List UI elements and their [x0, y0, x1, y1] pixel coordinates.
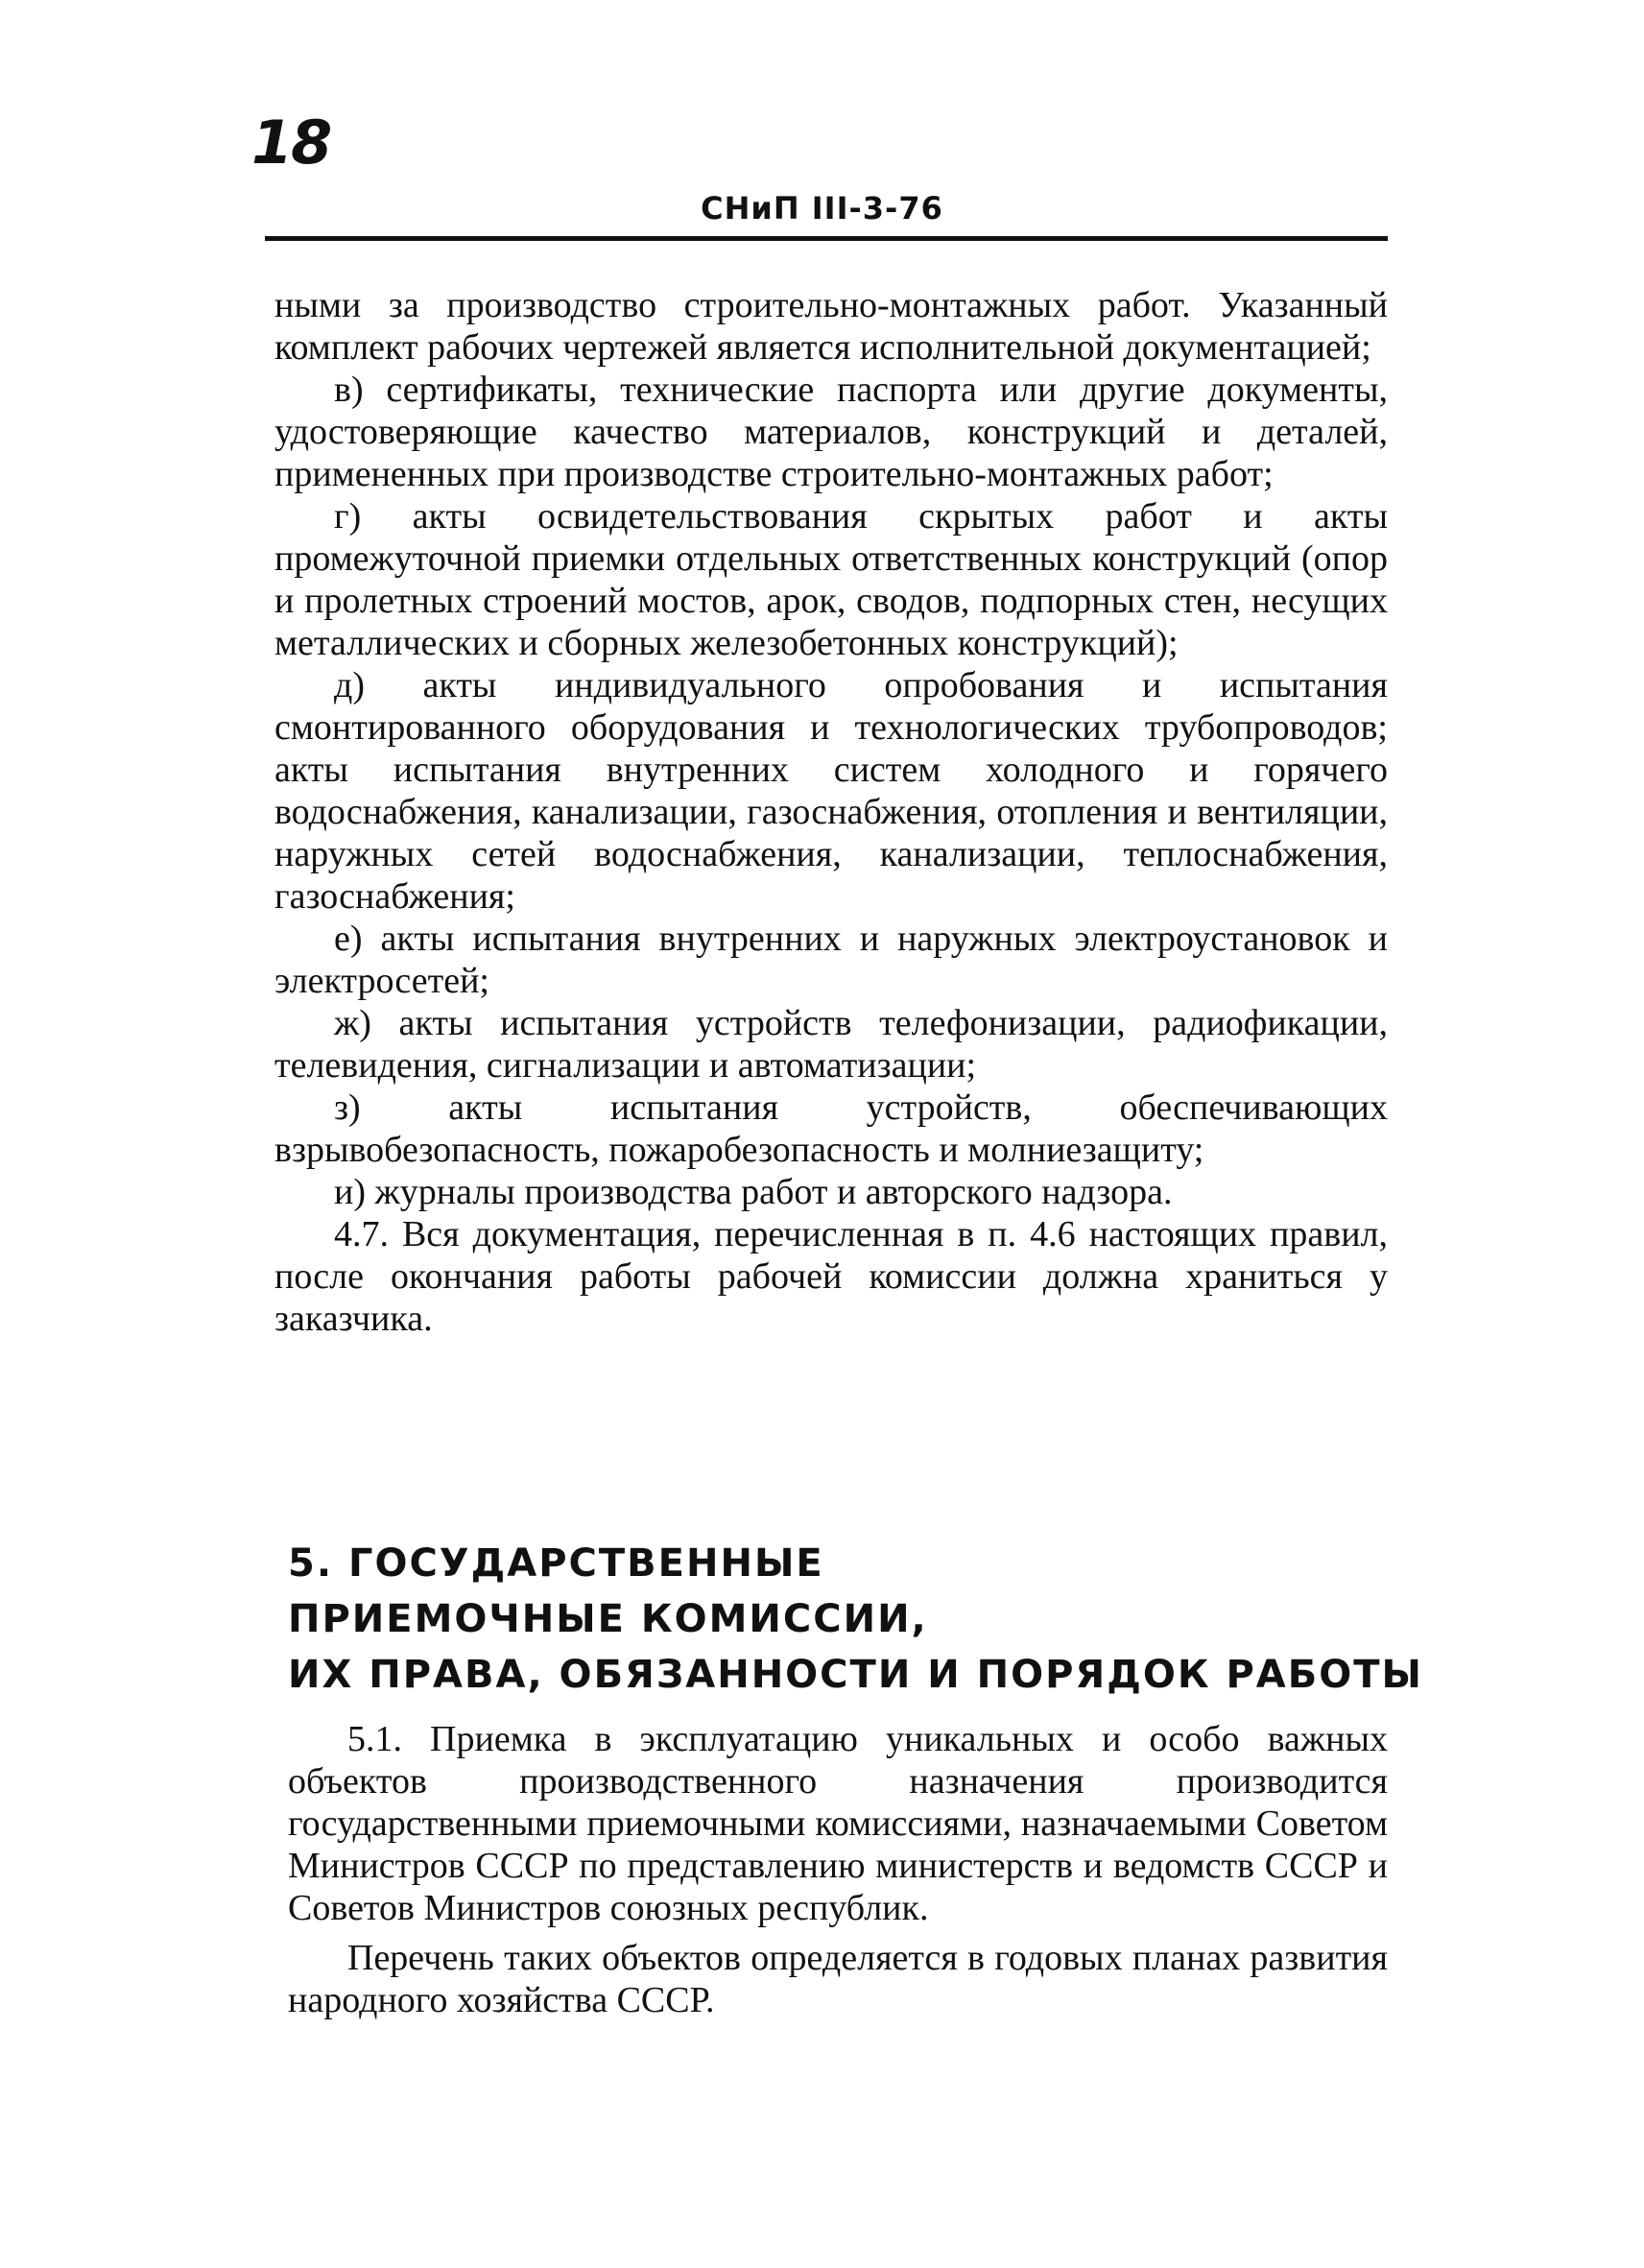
list-item-d: д) акты индивидуального опробования и испытания смонтированного оборудования и технологических трубопроводов; акты испытания внутренних систем холодного и горячего водоснабжения, канализации, газоснабжения, отопления и вентиляции, наружных сетей водоснабжения, канализации, теплоснабжения, газоснабжения; [274, 665, 1388, 917]
clause-5-1-list: Перечень таких объектов определяется в годовых планах развития народного хозяйства СССР. [288, 1938, 1388, 2020]
clause-4-7: 4.7. Вся документация, перечисленная в п. 4.6 настоящих правил, после окончания работы рабочей комиссии должна храниться у заказчика. [274, 1214, 1388, 1339]
section-heading-line: 5. ГОСУДАРСТВЕННЫЕ [288, 1541, 824, 1586]
list-item-i: и) журналы производства работ и авторского надзора. [334, 1172, 1173, 1212]
section-heading-line: ИХ ПРАВА, ОБЯЗАННОСТИ И ПОРЯДОК РАБОТЫ [288, 1653, 1423, 1697]
section-body [288, 1718, 1388, 2029]
list-item-g: г) акты освидетельствования скрытых работ и акты промежуточной приемки отдельных ответственных конструкций (опор и пролетных строений мостов, арок, сводов, подпорных стен, несущих металлических и сборных железобетонных конструкций); [274, 496, 1388, 663]
list-item-z: з) акты испытания устройств, обеспечивающих взрывобезопасность, пожаробезопасность и молниезащиту; [274, 1087, 1388, 1170]
page-number: 18 [251, 107, 331, 178]
running-header: СНиП III-3-76 [701, 190, 943, 227]
list-item-zh: ж) акты испытания устройств телефонизации, радиофикации, телевидения, сигнализации и автоматизации; [274, 1003, 1388, 1086]
list-item-v: в) сертификаты, технические паспорта или другие документы, удостоверяющие качество материалов, конструкций и деталей, примененных при производстве строительно-монтажных работ; [274, 370, 1388, 494]
clause-5-1: 5.1. Приемка в эксплуатацию уникальных и особо важных объектов производственного назначения производится государственными приемочными комиссиями, назначаемыми Советом Министров СССР по представлению министерств и ведомств СССР и Советов Министров союзных республик. [288, 1719, 1388, 1928]
section-heading [288, 1536, 1423, 1703]
body-text [274, 284, 1388, 1340]
paragraph-continuation: ными за производство строительно-монтажных работ. Указанный комплект рабочих чертежей является исполнительной документацией; [274, 285, 1388, 368]
list-item-e: е) акты испытания внутренних и наружных электроустановок и электросетей; [274, 919, 1388, 1001]
section-heading-line: ПРИЕМОЧНЫЕ КОМИССИИ, [288, 1597, 928, 1641]
header-rule [265, 236, 1388, 241]
